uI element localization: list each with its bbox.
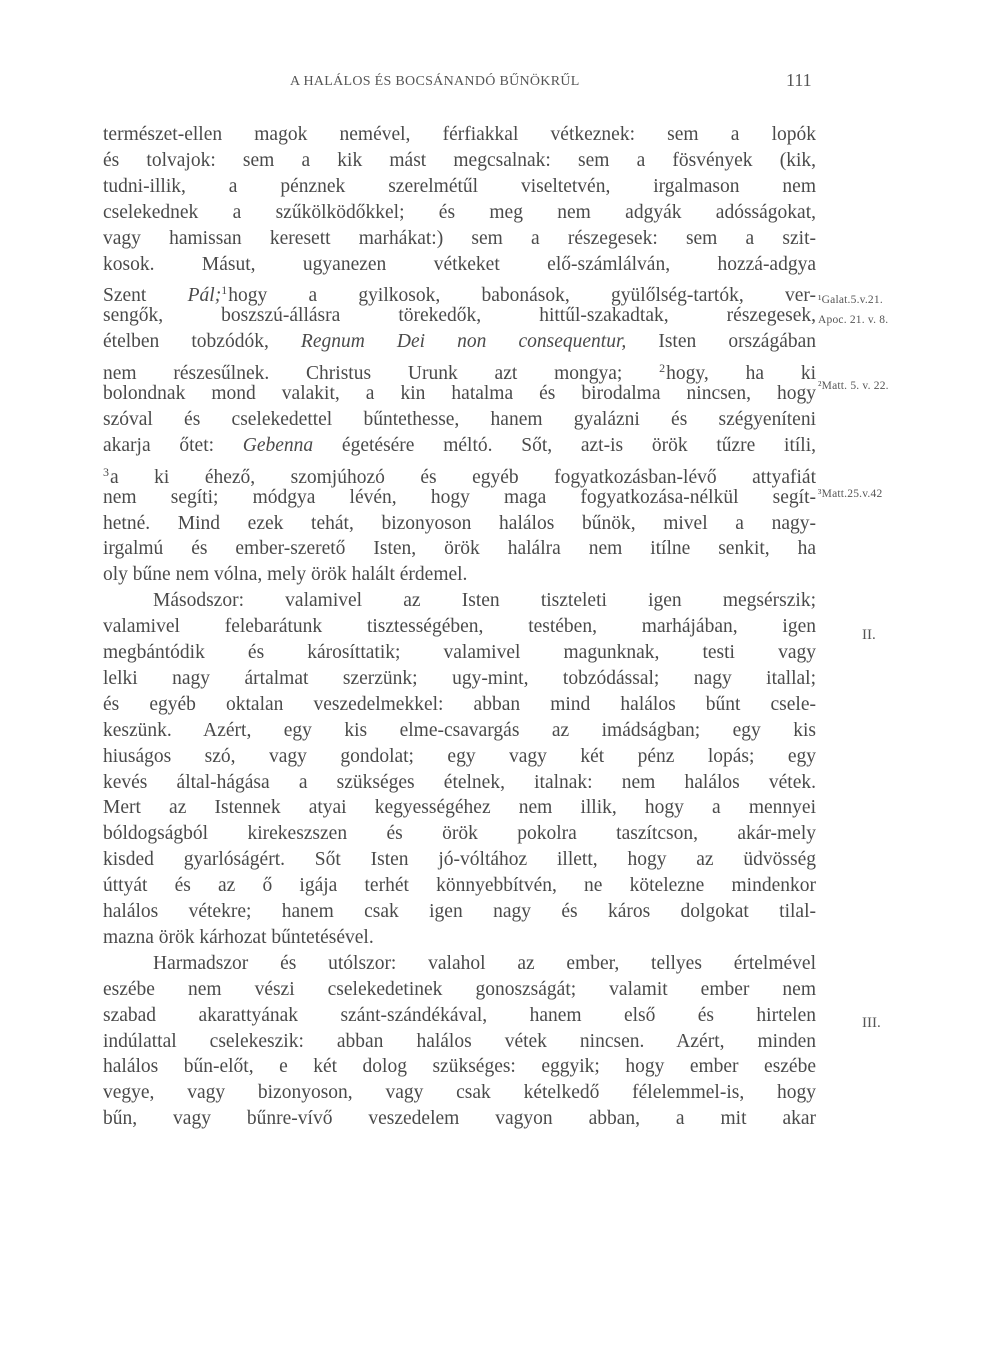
footnote-marker: 2 xyxy=(659,361,666,376)
text-line: kisded gyarlóságért. Sőt Isten jó-vóltához illett, hogy az üdvösség xyxy=(103,849,816,871)
text-line: vegye, vagy bizonyoson, vagy csak kételkedő félelemmel-is, hogy xyxy=(103,1082,816,1104)
text-line: keszünk. Azért, egy kis elme-csavargás az imádságban; egy kis xyxy=(103,719,816,741)
text-line: cselekednek a szűkölködőkkel; és meg nem adgyák adósságokat, xyxy=(103,201,816,223)
text-line: Mert az Istennek atyai kegyességéhez nem illik, hogy a mennyei xyxy=(103,797,816,819)
text-line: kevés által-hágása a szükséges ételnek, italnak: nem halálos vétek. xyxy=(103,771,816,793)
page-number: 111 xyxy=(786,70,812,90)
text-line: természet-ellen magok nemével, férfiakkal vétkeznek: sem a lopók xyxy=(103,124,816,145)
line-text: Szent xyxy=(103,285,188,307)
text-line: nem segíti; módgya lévén, hogy maga fogyatkozása-nélkül segít- xyxy=(103,486,816,508)
text-line: szóval és cselekedettel bűntethesse, hanem gyalázni és szégyeníteni xyxy=(103,408,816,430)
margin-note-matt-25: ³Matt.25.v.42 xyxy=(818,488,883,500)
text-line: megbántódik és károsíttatik; valamivel magunknak, testi vagy xyxy=(103,642,816,663)
text-line: kosok. Másut, ugyanezen vétkeket elő-számlálván, hozzá-adgya xyxy=(103,253,816,275)
text-line: irgalmú és ember-szerető Isten, örök halálra nem itílne senkit, ha xyxy=(103,538,816,560)
text-line: tudni-illik, a pénznek szerelmétűl viseltetvén, irgalmason nem xyxy=(103,175,816,197)
line-text: égetésére méltó. Sőt, azt-is örök tűzre itíli, xyxy=(313,434,816,456)
text-line: Harmadszor és utólszor: valahol az ember, tellyes értelmével xyxy=(153,952,816,974)
text-line: valamivel felebarátunk tisztességében, testében, marhájában, igen xyxy=(103,616,816,638)
text-line: bolondnak mond valakit, a kin hatalma és birodalma nincsen, hogy xyxy=(103,383,816,404)
text-line: mazna örök kárhozat bűntetésével. xyxy=(103,926,374,948)
text-line xyxy=(103,329,816,355)
text-line: lelki nagy ártalmat szerzünk; ugy-mint, tobzódással; nagy itallal; xyxy=(103,667,816,689)
line-text: a ki éhező, szomjúhozó és egyéb fogyatkozásban-lévő attyafiát xyxy=(110,466,816,488)
text-line: bóldogságból kirekeszszen és örök pokolra taszítcson, akár-mely xyxy=(103,823,816,845)
margin-note-matt-5: ²Matt. 5. v. 22. xyxy=(818,380,889,392)
margin-note-galat: ¹Galat.5.v.21. xyxy=(818,294,883,306)
text-line: bűn, vagy bűnre-vívő veszedelem vagyon abban, a mit akar xyxy=(103,1108,816,1130)
text-line: oly bűne nem vólna, mely örök halált érdemel. xyxy=(103,564,468,586)
line-text: hogy, ha ki xyxy=(666,363,817,385)
text-line: vagy hamissan keresett marhákat:) sem a részegesek: sem a szit- xyxy=(103,227,816,249)
footnote-marker: 3 xyxy=(103,464,109,479)
line-text: nem részesűlnek. Christus Urunk azt mongya; xyxy=(103,363,660,385)
text-line: Másodszor: valamivel az Isten tiszteleti igen megsérszik; xyxy=(153,590,816,612)
line-text: hogy a gyilkosok, babonások, gyülőlség-tartók, ver- xyxy=(228,285,816,307)
text-line: indúlattal cselekeszik: abban halálos vétek nincsen. Azért, minden xyxy=(103,1030,816,1052)
text-line: és tolvajok: sem a kik mást megcsalnak: sem a fösvények (kik, xyxy=(103,149,816,171)
section-mark-ii: II. xyxy=(862,627,876,643)
text-line: szabad akarattyának szánt-szándékával, hanem első és hirtelen xyxy=(103,1004,816,1026)
footnote-marker: 1 xyxy=(221,283,228,298)
running-head: A HALÁLOS ÉS BOCSÁNANDÓ BŰNÖKRŰL xyxy=(290,74,580,89)
line-text: ételben tobzódók, xyxy=(103,331,301,353)
text-line: úttyát és az ő igája terhét könnyebbítvén, ne kötelezne mindenkor xyxy=(103,875,816,897)
text-line: hiuságos szó, vagy gondolat; egy vagy két pénz lopás; egy xyxy=(103,745,816,767)
italic-text: Gebenna xyxy=(242,434,314,456)
text-line: és egyéb oktalan veszedelmekkel: abban mind halálos bűnt csele- xyxy=(103,693,816,715)
text-line: hetné. Mind ezek tehát, bizonyoson halálos bűnök, mivel a nagy- xyxy=(103,512,816,534)
text-line: halálos vétekre; hanem csak igen nagy és káros dolgokat tilal- xyxy=(103,901,816,922)
section-mark-iii: III. xyxy=(862,1015,881,1031)
line-text: Isten országában xyxy=(626,331,817,353)
line-text: akarja őtet: xyxy=(103,434,243,456)
italic-text: Regnum Dei non consequentur, xyxy=(300,331,627,353)
text-line xyxy=(103,433,816,459)
text-line: halálos bűn-előt, e két dolog szükséges: eggyik; hogy ember eszébe xyxy=(103,1056,816,1078)
italic-text: Pál; xyxy=(187,285,222,307)
margin-note-apoc: Apoc. 21. v. 8. xyxy=(818,314,889,326)
text-line: sengők, boszszú-állásra törekedők, hittűl-szakadtak, részegesek, xyxy=(103,305,816,327)
text-line: eszébe nem vészi cselekedetinek gonoszságát; valamit ember nem xyxy=(103,978,816,1000)
